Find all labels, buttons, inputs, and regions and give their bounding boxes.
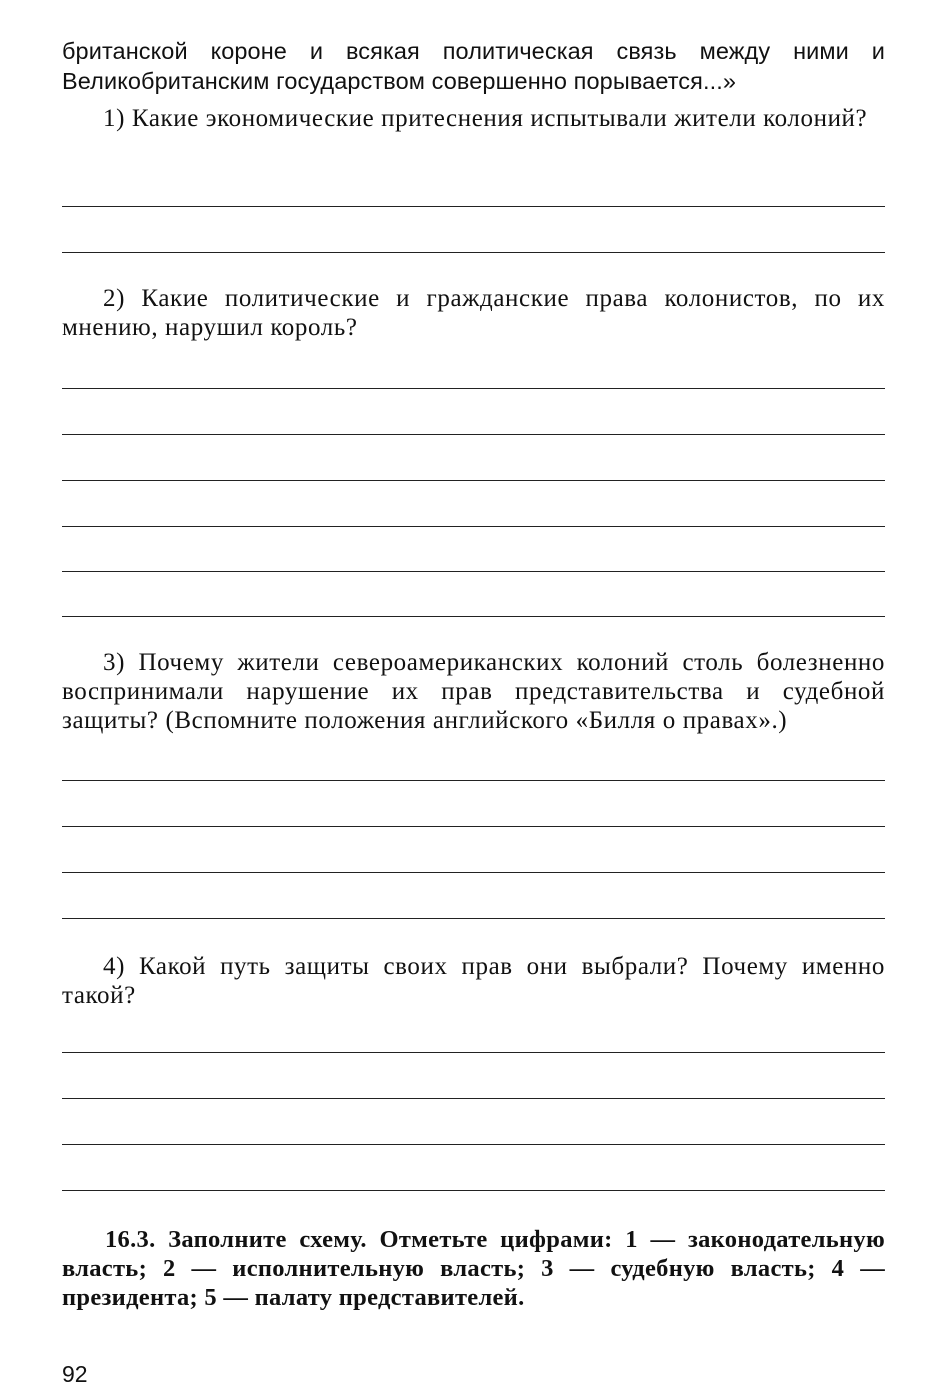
answer-line-q1-2[interactable] <box>62 252 885 253</box>
question-1: 1) Какие экономические притеснения испытывали жители колоний? <box>103 105 868 132</box>
answer-line-q3-1[interactable] <box>62 780 885 781</box>
answer-line-q4-3[interactable] <box>62 1144 885 1145</box>
answer-line-q2-5[interactable] <box>62 571 885 572</box>
workbook-page <box>62 0 885 1393</box>
answer-line-q4-1[interactable] <box>62 1052 885 1053</box>
question-4: 4) Какой путь защиты своих прав они выбрали? Почему именно такой? <box>62 953 885 1009</box>
answer-line-q2-4[interactable] <box>62 526 885 527</box>
answer-line-q2-1[interactable] <box>62 388 885 389</box>
intro-paragraph: британской короне и всякая политическая связь между ними и Великобританским государством совершенно порывается...» <box>62 38 885 94</box>
page-number: 92 <box>62 1361 88 1387</box>
answer-line-q4-2[interactable] <box>62 1098 885 1099</box>
answer-line-q2-3[interactable] <box>62 480 885 481</box>
answer-line-q3-2[interactable] <box>62 826 885 827</box>
answer-line-q4-4[interactable] <box>62 1190 885 1191</box>
answer-line-q2-6[interactable] <box>62 616 885 617</box>
question-2: 2) Какие политические и гражданские права колонистов, по их мнению, нарушил король? <box>62 285 885 341</box>
answer-line-q3-4[interactable] <box>62 918 885 919</box>
answer-line-q1-1[interactable] <box>62 206 885 207</box>
answer-line-q3-3[interactable] <box>62 872 885 873</box>
question-3: 3) Почему жители североамериканских колоний столь болезненно воспринимали нарушение их прав представительства и судебной защиты? (Вспомните положения английского «Билля о правах».) <box>62 649 885 734</box>
task-16-3: 16.3. Заполните схему. Отметьте цифрами: 1 — законодательную власть; 2 — исполнительную власть; 3 — судебную власть; 4 — президента; 5 — палату представителей. <box>62 1226 885 1311</box>
answer-line-q2-2[interactable] <box>62 434 885 435</box>
